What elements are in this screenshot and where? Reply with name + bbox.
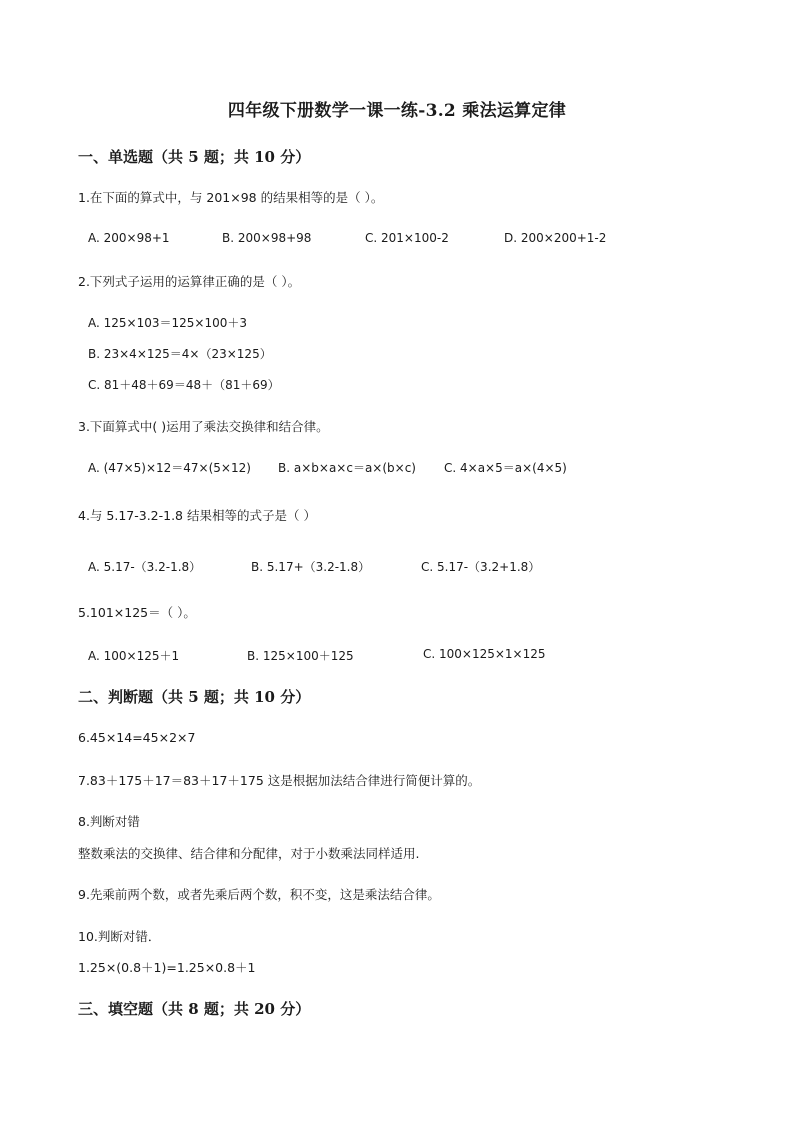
question-8: 8.判断对错: [78, 814, 140, 829]
question-2-option-b: B. 23×4×125＝4×（23×125）: [88, 347, 272, 361]
question-8-statement: 整数乘法的交换律、结合律和分配律，对于小数乘法同样适用.: [78, 846, 420, 861]
question-3: 3.下面算式中( )运用了乘法交换律和结合律。: [78, 419, 329, 434]
question-4-option-b: B. 5.17+（3.2-1.8）: [251, 560, 371, 574]
question-4-option-a: A. 5.17-（3.2-1.8）: [88, 560, 202, 574]
question-4: 4.与 5.17-3.2-1.8 结果相等的式子是（ ）: [78, 508, 316, 523]
question-3-option-b: B. a×b×a×c＝a×(b×c): [278, 461, 416, 475]
question-1-option-d: D. 200×200+1-2: [504, 231, 607, 245]
document-title: 四年级下册数学一课一练-3.2 乘法运算定律: [227, 101, 567, 121]
section-title-fill-in: 三、填空题（共 8 题；共 20 分）: [78, 1000, 311, 1018]
question-1-option-a: A. 200×98+1: [88, 231, 170, 245]
question-5-option-a: A. 100×125＋1: [88, 649, 180, 663]
question-5-option-c: C. 100×125×1×125: [423, 647, 546, 661]
question-2: 2.下列式子运用的运算律正确的是（ ）。: [78, 274, 301, 289]
question-4-option-c: C. 5.17-（3.2+1.8）: [421, 560, 541, 574]
question-2-option-c: C. 81＋48＋69＝48＋（81＋69）: [88, 378, 280, 392]
question-1-option-b: B. 200×98+98: [222, 231, 312, 245]
question-2-option-a: A. 125×103＝125×100＋3: [88, 316, 247, 330]
question-5: 5.101×125＝（ ）。: [78, 605, 196, 620]
question-7: 7.83＋175＋17＝83＋17＋175 这是根据加法结合律进行简便计算的。: [78, 773, 481, 788]
section-title-judgement: 二、判断题（共 5 题；共 10 分）: [78, 688, 311, 706]
question-9: 9.先乘前两个数，或者先乘后两个数，积不变，这是乘法结合律。: [78, 887, 440, 902]
question-1: 1.在下面的算式中，与 201×98 的结果相等的是（ ）。: [78, 190, 384, 205]
question-5-option-b: B. 125×100＋125: [247, 649, 354, 663]
question-10-statement: 1.25×(0.8＋1)=1.25×0.8＋1: [78, 960, 256, 975]
question-10: 10.判断对错．: [78, 929, 161, 944]
question-6: 6.45×14=45×2×7: [78, 730, 196, 745]
section-title-single-choice: 一、单选题（共 5 题；共 10 分）: [78, 148, 311, 166]
question-3-option-a: A. (47×5)×12＝47×(5×12): [88, 461, 251, 475]
question-3-option-c: C. 4×a×5＝a×(4×5): [444, 461, 567, 475]
question-1-option-c: C. 201×100-2: [365, 231, 449, 245]
